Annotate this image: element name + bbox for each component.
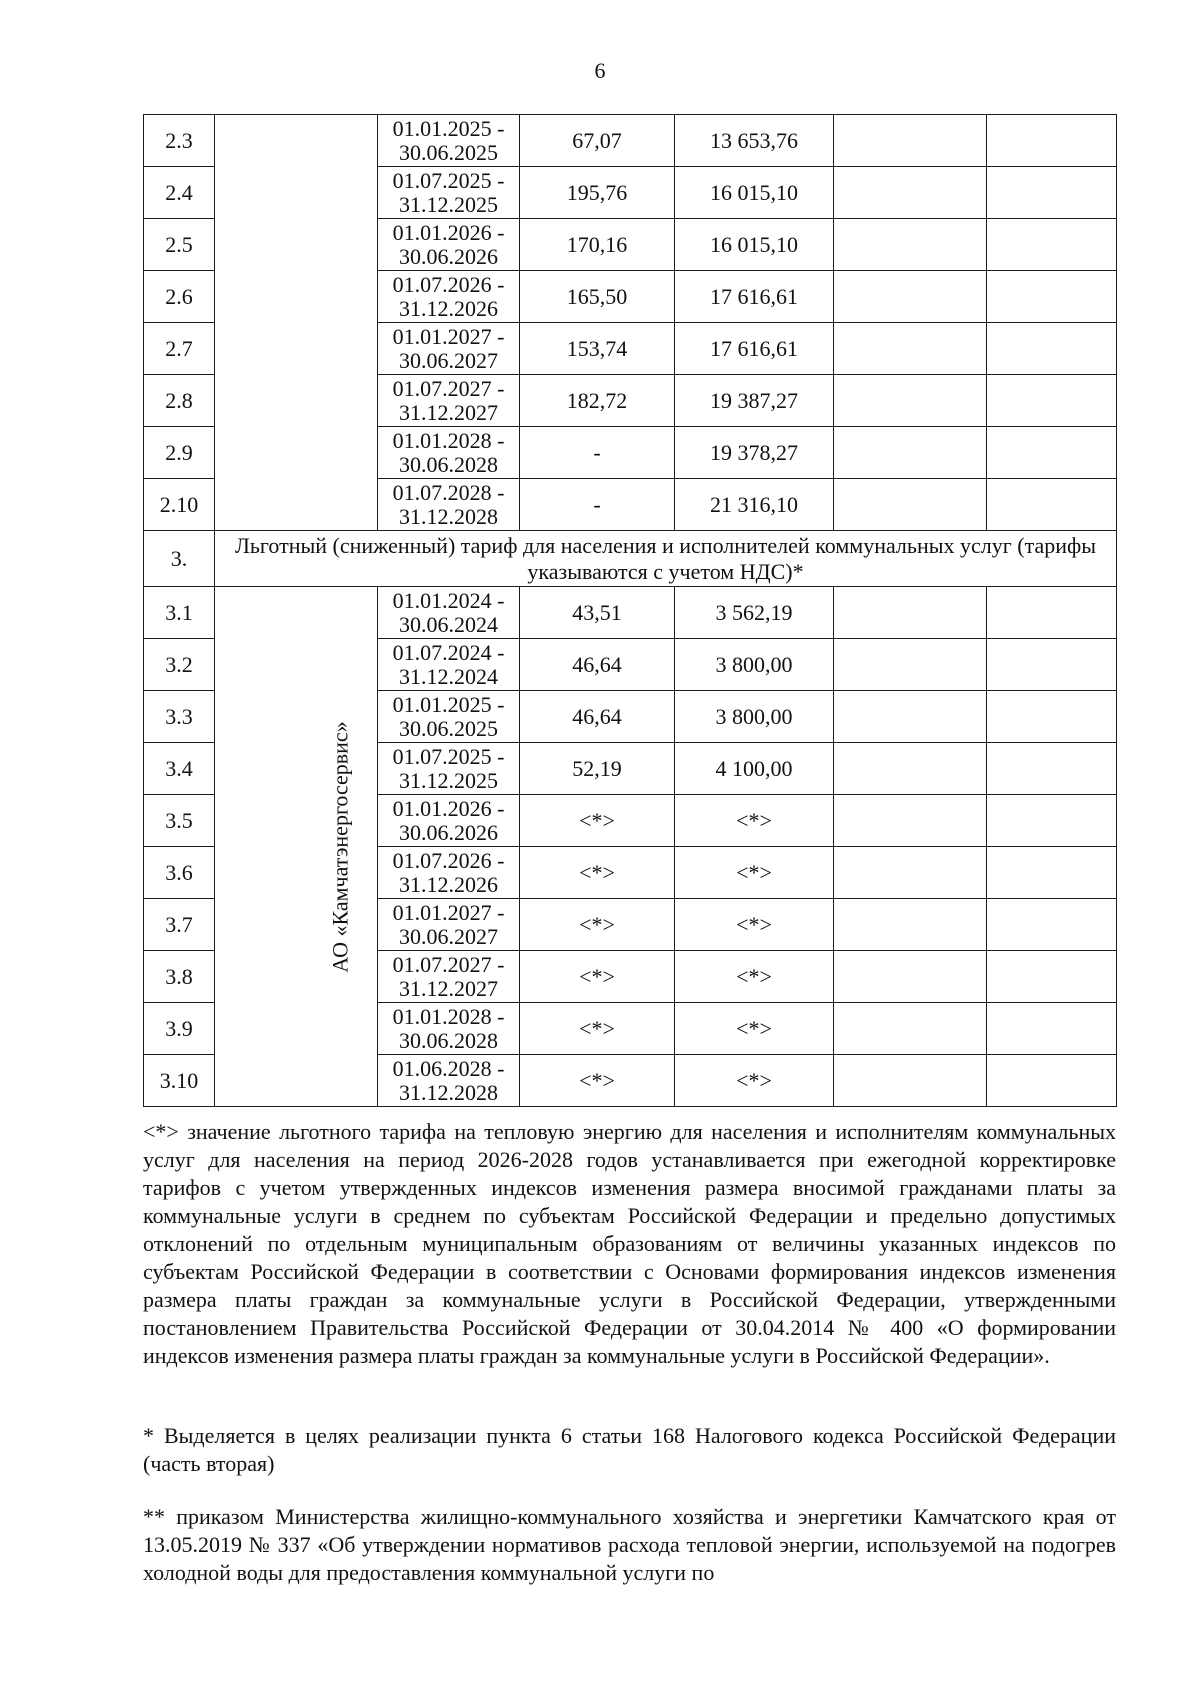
period-cell	[378, 115, 520, 167]
tariff-value-1: <*>	[520, 899, 675, 951]
tariff-value-2: 16 015,10	[675, 219, 834, 271]
note-single-star	[143, 1422, 1116, 1478]
tariff-value-2: <*>	[675, 847, 834, 899]
period-cell	[378, 375, 520, 427]
tariff-value-1: <*>	[520, 1055, 675, 1107]
section-3-title: Льготный (сниженный) тариф для населения и исполнителей коммунальных услуг (тарифы указываются с учетом НДС)*	[215, 531, 1117, 587]
row-number: 3.3	[144, 691, 215, 743]
period-start: 01.01.2028 -	[392, 1003, 505, 1029]
tariff-value-2: <*>	[675, 1055, 834, 1107]
tariff-value-1: <*>	[520, 1003, 675, 1055]
empty-cell	[834, 847, 987, 899]
tariff-value-1: -	[520, 479, 675, 531]
tariff-value-1: -	[520, 427, 675, 479]
empty-cell	[834, 795, 987, 847]
period-cell	[378, 795, 520, 847]
empty-cell	[834, 167, 987, 219]
empty-cell	[834, 691, 987, 743]
tariff-value-1: 153,74	[520, 323, 675, 375]
section-3-rows	[144, 587, 1117, 1107]
period-end: 31.12.2026	[399, 871, 498, 897]
tariff-value-1: 182,72	[520, 375, 675, 427]
empty-cell	[987, 427, 1117, 479]
tariff-value-2: <*>	[675, 899, 834, 951]
note-star-tag	[143, 1118, 1116, 1370]
row-number: 3.4	[144, 743, 215, 795]
tariff-value-1: <*>	[520, 847, 675, 899]
row-number: 3.5	[144, 795, 215, 847]
period-end: 31.12.2027	[399, 975, 498, 1001]
period-cell	[378, 479, 520, 531]
tariff-value-2: 13 653,76	[675, 115, 834, 167]
tariff-value-1: 195,76	[520, 167, 675, 219]
empty-cell	[987, 271, 1117, 323]
tariff-value-1: 170,16	[520, 219, 675, 271]
period-start: 01.07.2026 -	[392, 847, 505, 873]
tariff-value-1: 67,07	[520, 115, 675, 167]
tariff-value-2: 3 800,00	[675, 691, 834, 743]
period-start: 01.07.2025 -	[392, 167, 505, 193]
section-3-header	[144, 531, 1117, 587]
period-end: 30.06.2025	[399, 139, 498, 165]
empty-cell	[987, 587, 1117, 639]
period-end: 30.06.2026	[399, 819, 498, 845]
tariff-value-2: 19 387,27	[675, 375, 834, 427]
row-number: 3.7	[144, 899, 215, 951]
row-number: 3.2	[144, 639, 215, 691]
period-end: 30.06.2028	[399, 1027, 498, 1053]
empty-cell	[834, 587, 987, 639]
empty-cell	[834, 951, 987, 1003]
empty-cell	[834, 219, 987, 271]
period-cell	[378, 1055, 520, 1107]
tariff-value-2: 16 015,10	[675, 167, 834, 219]
empty-cell	[987, 795, 1117, 847]
section-2-rows	[144, 115, 1117, 531]
organization-cell	[215, 115, 378, 531]
empty-cell	[834, 479, 987, 531]
tariff-value-1: 165,50	[520, 271, 675, 323]
tariff-value-2: 3 562,19	[675, 587, 834, 639]
tariff-value-1: 52,19	[520, 743, 675, 795]
empty-cell	[987, 323, 1117, 375]
note-single-star-text: * Выделяется в целях реализации пункта 6 статьи 168 Налогового кодекса Российской Федерации (часть вторая)	[143, 1423, 1116, 1476]
period-start: 01.01.2027 -	[392, 323, 505, 349]
period-end: 31.12.2025	[399, 767, 498, 793]
empty-cell	[987, 375, 1117, 427]
period-cell	[378, 167, 520, 219]
row-number: 3.9	[144, 1003, 215, 1055]
period-cell	[378, 271, 520, 323]
row-number: 2.4	[144, 167, 215, 219]
period-cell	[378, 587, 520, 639]
period-cell	[378, 427, 520, 479]
empty-cell	[987, 899, 1117, 951]
period-start: 01.01.2025 -	[392, 691, 505, 717]
tariff-value-1: <*>	[520, 795, 675, 847]
empty-cell	[987, 743, 1117, 795]
period-end: 30.06.2027	[399, 347, 498, 373]
period-start: 01.01.2027 -	[392, 899, 505, 925]
empty-cell	[987, 639, 1117, 691]
tariff-value-1: 43,51	[520, 587, 675, 639]
period-cell	[378, 951, 520, 1003]
period-end: 31.12.2026	[399, 295, 498, 321]
tariff-value-2: 17 616,61	[675, 323, 834, 375]
period-end: 30.06.2027	[399, 923, 498, 949]
period-start: 01.01.2024 -	[392, 587, 505, 613]
period-cell	[378, 219, 520, 271]
period-end: 30.06.2026	[399, 243, 498, 269]
table-row	[144, 587, 1117, 639]
row-number: 2.5	[144, 219, 215, 271]
period-start: 01.01.2028 -	[392, 427, 505, 453]
period-end: 30.06.2025	[399, 715, 498, 741]
empty-cell	[987, 167, 1117, 219]
tariff-table	[143, 114, 1117, 1107]
period-cell	[378, 639, 520, 691]
period-start: 01.07.2026 -	[392, 271, 505, 297]
tariff-value-2: 21 316,10	[675, 479, 834, 531]
period-cell	[378, 1003, 520, 1055]
period-start: 01.07.2027 -	[392, 375, 505, 401]
tariff-value-2: <*>	[675, 1003, 834, 1055]
empty-cell	[987, 1055, 1117, 1107]
note-double-star-text: ** приказом Министерства жилищно-коммунального хозяйства и энергетики Камчатского края от 13.05.2019 № 337 «Об утверждении нормативов расхода тепловой энергии, используемой на подогрев холодной воды для предоставления коммунальной услуги по	[143, 1504, 1116, 1585]
row-number: 3.6	[144, 847, 215, 899]
period-start: 01.07.2024 -	[392, 639, 505, 665]
tariff-value-2: <*>	[675, 951, 834, 1003]
empty-cell	[987, 691, 1117, 743]
empty-cell	[834, 323, 987, 375]
tariff-value-1: 46,64	[520, 691, 675, 743]
period-start: 01.01.2025 -	[392, 115, 505, 141]
period-end: 31.12.2028	[399, 503, 498, 529]
tariff-value-1: <*>	[520, 951, 675, 1003]
row-number: 2.8	[144, 375, 215, 427]
period-end: 31.12.2025	[399, 191, 498, 217]
row-number: 2.9	[144, 427, 215, 479]
period-start: 01.01.2026 -	[392, 795, 505, 821]
period-cell	[378, 847, 520, 899]
empty-cell	[987, 115, 1117, 167]
period-cell	[378, 743, 520, 795]
empty-cell	[987, 479, 1117, 531]
period-cell	[378, 899, 520, 951]
tariff-value-2: 4 100,00	[675, 743, 834, 795]
period-end: 30.06.2024	[399, 611, 498, 637]
organization-name: АО «Камчатэнергосервис»	[327, 720, 353, 973]
row-number: 2.10	[144, 479, 215, 531]
empty-cell	[834, 115, 987, 167]
row-number: 3.1	[144, 587, 215, 639]
period-end: 30.06.2028	[399, 451, 498, 477]
empty-cell	[834, 375, 987, 427]
period-cell	[378, 691, 520, 743]
tariff-value-2: <*>	[675, 795, 834, 847]
empty-cell	[987, 219, 1117, 271]
period-cell	[378, 323, 520, 375]
section-3-title-row	[144, 531, 1117, 587]
row-number: 2.3	[144, 115, 215, 167]
empty-cell	[834, 899, 987, 951]
period-end: 31.12.2028	[399, 1079, 498, 1105]
table-row	[144, 115, 1117, 167]
empty-cell	[834, 639, 987, 691]
note-star-tag-text: <*> значение льготного тарифа на тепловую энергию для населения и исполнителям коммунальных услуг для населения на период 2026-2028 годов устанавливается при ежегодной корректировке тарифов с учетом утвержденных индексов изменения размера вносимой гражданами платы за коммунальные услуги в среднем по субъектам Российской Федерации и предельно допустимых отклонений по отдельным муниципальным образованиям от величины указанных индексов по субъектам Российской Федерации в соответствии с Основами формирования индексов изменения размера платы граждан за коммунальные услуги в Российской Федерации, утвержденными постановлением Правительства Российской Федерации от 30.04.2014 № 400 «О формировании индексов изменения размера платы граждан за коммунальные услуги в Российской Федерации».	[143, 1119, 1116, 1368]
tariff-value-2: 3 800,00	[675, 639, 834, 691]
period-start: 01.06.2028 -	[392, 1055, 505, 1081]
page-number: 6	[594, 58, 606, 83]
period-start: 01.01.2026 -	[392, 219, 505, 245]
organization-cell	[215, 587, 378, 1107]
empty-cell	[834, 271, 987, 323]
period-start: 01.07.2028 -	[392, 479, 505, 505]
empty-cell	[834, 1055, 987, 1107]
row-number: 3.8	[144, 951, 215, 1003]
row-number: 2.7	[144, 323, 215, 375]
row-number: 2.6	[144, 271, 215, 323]
empty-cell	[987, 1003, 1117, 1055]
empty-cell	[834, 1003, 987, 1055]
period-end: 31.12.2027	[399, 399, 498, 425]
row-number: 3.10	[144, 1055, 215, 1107]
tariff-value-2: 19 378,27	[675, 427, 834, 479]
period-start: 01.07.2025 -	[392, 743, 505, 769]
tariff-value-1: 46,64	[520, 639, 675, 691]
empty-cell	[834, 743, 987, 795]
empty-cell	[834, 427, 987, 479]
section-3-number: 3.	[144, 531, 215, 587]
tariff-value-2: 17 616,61	[675, 271, 834, 323]
empty-cell	[987, 951, 1117, 1003]
empty-cell	[987, 847, 1117, 899]
period-start: 01.07.2027 -	[392, 951, 505, 977]
note-double-star	[143, 1503, 1116, 1587]
period-end: 31.12.2024	[399, 663, 498, 689]
